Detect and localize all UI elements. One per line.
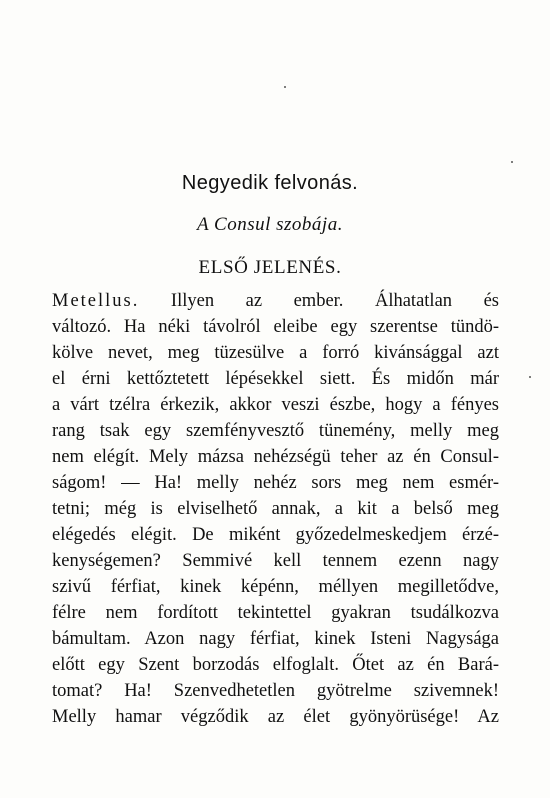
text-line-3: kölve nevet, meg tüzesülve a forró kivánsággal azt <box>52 343 499 363</box>
line-text: Illyen az ember. Álhatatlan és <box>139 291 499 311</box>
text-line-10: elégedés elégit. De miként győzedelmeskedjem érzé- <box>52 525 499 545</box>
scene-setting: A Consul szobája. <box>197 214 343 235</box>
text-line-11: kenységemen? Semmivé kell tennem ezenn nagy <box>52 551 499 571</box>
text-line-8: ságom! — Ha! melly nehéz sors meg nem esmér- <box>52 473 499 493</box>
text-line-9: tetni; még is elviselhető annak, a kit a belső meg <box>52 499 499 519</box>
scene-title: ELSŐ JELENÉS. <box>198 257 342 278</box>
speaker-name: Metellus. <box>52 291 140 311</box>
paper-speck <box>511 161 513 163</box>
act-title: Negyedik felvonás. <box>181 172 359 194</box>
text-line-4: el érni kettőztetett lépésekkel siett. És midőn már <box>52 369 499 389</box>
text-line-15: előtt egy Szent borzodás elfoglalt. Őtet az én Bará- <box>52 655 499 675</box>
paper-speck <box>284 86 286 88</box>
text-line-1 <box>52 288 499 314</box>
text-line-2: változó. Ha néki távolról eleibe egy szerentse tündö- <box>52 317 499 337</box>
text-line-7: nem elégít. Mely mázsa nehézségü teher az én Consul- <box>52 447 499 467</box>
paper-speck <box>529 376 531 378</box>
text-line-17: Melly hamar végződik az élet gyönyörüsége! Az <box>52 707 499 727</box>
text-line-14: bámultam. Azon nagy férfiat, kinek Isteni Nagysága <box>52 629 499 649</box>
text-line-5: a várt tzélra érkezik, akkor veszi észbe, hogy a fényes <box>52 395 499 415</box>
text-line-16: tomat? Ha! Szenvedhetetlen gyötrelme szivemnek! <box>52 681 499 701</box>
text-line-6: rang tsak egy szemfényvesztő tünemény, melly meg <box>52 421 499 441</box>
text-line-12: szivű férfiat, kinek képénn, méllyen megilletődve, <box>52 577 499 597</box>
text-line-13: félre nem fordított tekintettel gyakran tsudálkozva <box>52 603 499 623</box>
